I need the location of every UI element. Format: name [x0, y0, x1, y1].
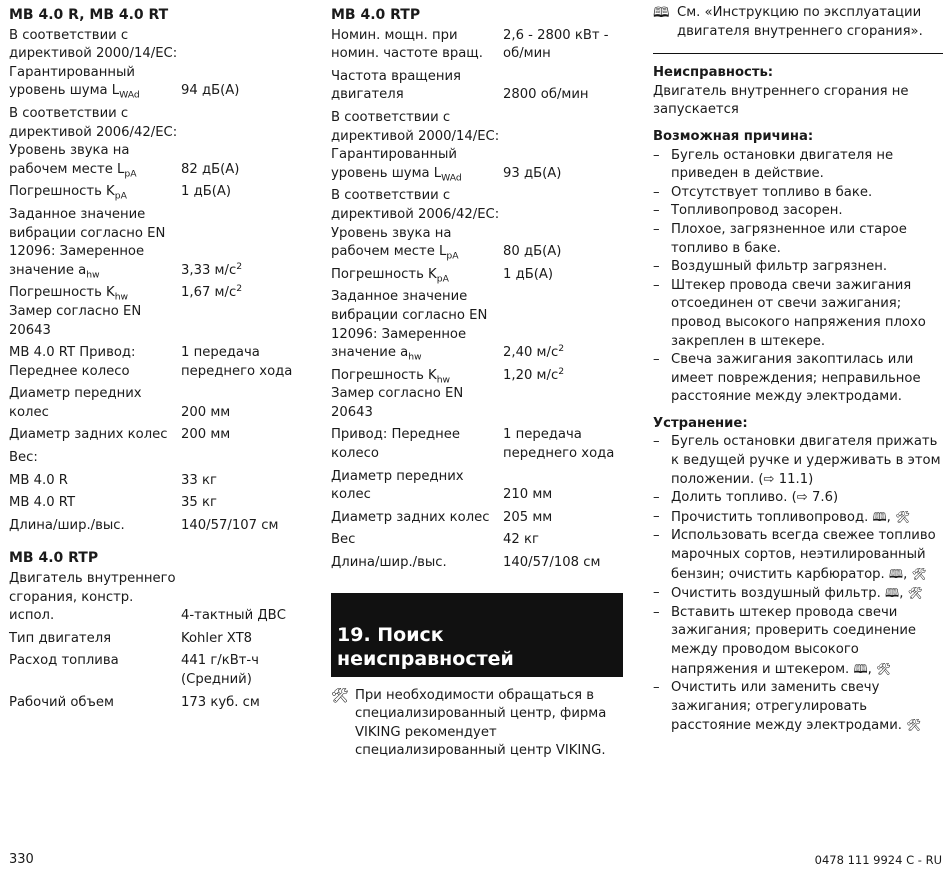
spec-value: 2,6 - 2800 кВт - об/мин [503, 27, 609, 62]
fix-list [653, 433, 943, 736]
list-item: – Прочистить топливопровод. 🕮, 🛠 [653, 508, 911, 525]
spec-row [9, 385, 305, 422]
spec-label: Погрешность K [9, 184, 115, 200]
spec-label: Заданное значение вибрации согласно EN 12096: [9, 206, 166, 260]
spec-label: Номин. мощн. при номин. частоте вращ. [331, 27, 483, 62]
spec-value: 140/57/108 см [503, 555, 601, 571]
spec-value: 173 куб. см [181, 694, 260, 710]
spec-value: 2,40 $м/с^2$ [503, 343, 565, 361]
spec-value: 2800 об/мин [503, 87, 589, 103]
spec-label: Замеренное значение a [331, 326, 467, 361]
spec-label: Двигатель внутреннего сгорания, констр. испол. [9, 571, 176, 624]
spec-label: Диаметр передних колес [331, 468, 464, 503]
spec-row [9, 472, 305, 491]
spec-label: Уровень звука на рабочем месте L [331, 225, 452, 260]
book-icon: 🕮 [888, 566, 904, 581]
list-item: – Свеча зажигания закоптилась или имеет повреждения; неправильное расстояние между электродами. [653, 352, 921, 405]
spec-row: Погрешность $K_{hw}$ 1,67 $м/с^2$ [9, 284, 305, 303]
fix-heading: Устранение: [653, 415, 748, 431]
manual-reference [653, 4, 943, 41]
spec-value: 35 кг [181, 495, 217, 511]
spec-row [9, 344, 305, 381]
list-item: – Очистить или заменить свечу зажигания; отрегулировать расстояние между электродами. 🛠 [653, 680, 922, 734]
spec-label: В соответствии с директивой 2000/14/EC: [9, 27, 178, 62]
fault-text: Двигатель внутреннего сгорания не запускается [653, 83, 909, 118]
spec-row [9, 694, 305, 713]
section-title: MB 4.0 RTP [331, 7, 421, 23]
spec-row [9, 517, 305, 536]
spec-value: 3,33 $м/с^2$ [181, 260, 243, 278]
spec-value: 33 кг [181, 472, 217, 488]
spec-label: Тип двигателя [9, 630, 112, 646]
tools-icon: 🛠 [331, 687, 349, 704]
spec-value: Kohler XT8 [181, 630, 253, 646]
list-item: – Штекер провода свечи зажигания отсоединен от свечи зажигания; провод высокого напряжения плохо закреплен в штекере. [653, 277, 926, 349]
tools-icon: 🛠 [911, 566, 927, 581]
list-item: – Долить топливо. (⇨ 7.6) [653, 490, 839, 506]
list-item: – Топливопровод засорен. [653, 203, 843, 219]
spec-label: Замер согласно EN 20643 [9, 303, 142, 338]
spec-row: В соответствии с директивой 2000/14/EC: Гарантированный уровень шума $L_{WAd}$ 94 дБ(А) [9, 27, 305, 101]
spec-value: 82 дБ(А) [181, 161, 240, 177]
spec-row [9, 303, 305, 340]
spec-value: 80 дБ(А) [503, 244, 562, 260]
column-left [9, 4, 305, 716]
book-icon: 🕮 [653, 5, 670, 21]
spec-label: Расход топлива [9, 653, 119, 669]
spec-label: Погрешность K [331, 266, 437, 282]
spec-value: 205 мм [503, 509, 553, 525]
spec-label: Диаметр задних колес [331, 509, 490, 525]
cause-heading: Возможная причина: [653, 128, 814, 144]
column-middle [331, 4, 623, 761]
spec-label: Диаметр передних колес [9, 386, 142, 420]
spec-label: Частота вращения двигателя [331, 68, 461, 103]
spec-row: В соответствии с директивой 2006/42/EC: Уровень звука на рабочем месте $L_{pA}$ 80 дБ(А) [331, 187, 623, 261]
spec-row: Заданное значение вибрации согласно EN 12096: Замеренное значение $a_{hw}$ 2,40 $м/с^2$ [331, 288, 623, 362]
spec-label: Замер согласно EN 20643 [331, 386, 464, 420]
spec-row: Заданное значение вибрации согласно EN 12096: Замеренное значение $a_{hw}$ 3,33 $м/с^2$ [9, 206, 305, 280]
spec-row [9, 652, 305, 689]
spec-label: Вес [331, 532, 356, 548]
spec-label: Диаметр задних колес [9, 427, 168, 443]
spec-row [9, 494, 305, 513]
spec-label: MB 4.0 RT Привод: Переднее колесо [9, 345, 136, 379]
spec-value: 1 передача переднего хода [503, 427, 615, 462]
spec-label: Вес: [9, 450, 38, 466]
divider [653, 53, 943, 54]
cause-list [653, 147, 943, 407]
list-item: – Использовать всегда свежее топливо марочных сортов, неэтилированный бензин; очистить карбюратор. 🕮, 🛠 [653, 528, 936, 582]
book-icon: 🕮 [872, 509, 887, 524]
list-item: – Отсутствует топливо в баке. [653, 184, 873, 200]
spec-row [9, 426, 305, 445]
spec-label: MB 4.0 R [9, 472, 68, 488]
list-item: – Бугель остановки двигателя прижать к ведущей ручке и удерживать в этом положении. (⇨ 11.1) [653, 434, 941, 487]
note-text: При необходимости обращаться в специализированный центр, фирма VIKING рекомендует специализированный центр VIKING. [355, 687, 607, 759]
fault-heading: Неисправность: [653, 65, 774, 81]
spec-label: В соответствии с директивой 2000/14/EC: [331, 109, 500, 144]
spec-value: 441 г/кВт-ч (Средний) [181, 653, 259, 687]
spec-label: Длина/шир./выс. [331, 555, 447, 571]
list-item: – Бугель остановки двигателя не приведен в действие. [653, 147, 894, 182]
column-right [653, 4, 943, 736]
document-code: 0478 111 9924 C - RU [814, 853, 942, 868]
spec-label: Рабочий объем [9, 694, 114, 710]
book-icon: 🕮 [853, 661, 868, 676]
service-note [331, 687, 623, 761]
spec-label: Погрешность K [331, 367, 437, 383]
spec-label: MB 4.0 RT [9, 495, 76, 511]
spec-value: 42 кг [503, 532, 539, 548]
spec-row [331, 426, 623, 463]
spec-row [331, 468, 623, 505]
spec-value: 210 мм [503, 487, 553, 503]
page-number: 330 [9, 852, 34, 868]
spec-value: 94 дБ(А) [181, 83, 240, 99]
spec-label: Гарантированный уровень шума L [331, 147, 457, 181]
list-item: – Плохое, загрязненное или старое топливо в баке. [653, 221, 907, 256]
spec-row: Погрешность $K_{pA}$ 1 дБ(А) [331, 266, 623, 285]
tools-icon: 🛠 [876, 661, 892, 676]
spec-row [331, 68, 623, 105]
spec-label: Заданное значение вибрации согласно EN 12096: [331, 289, 488, 342]
tools-icon: 🛠 [907, 586, 923, 601]
list-item: – Очистить воздушный фильтр. 🕮, 🛠 [653, 585, 923, 602]
spec-value: 93 дБ(А) [503, 165, 562, 181]
tools-icon: 🛠 [895, 509, 911, 524]
spec-row [331, 531, 623, 550]
spec-row: В соответствии с директивой 2000/14/EC: Гарантированный уровень шума $L_{WAd}$ 93 дБ(А) [331, 109, 623, 183]
spec-value: 1 дБ(А) [181, 184, 232, 200]
spec-row [9, 630, 305, 649]
spec-row: В соответствии с директивой 2006/42/EC: Уровень звука на рабочем месте $L_{pA}$ 82 дБ(А) [9, 105, 305, 179]
list-item: – Воздушный фильтр загрязнен. [653, 259, 888, 275]
spec-row [9, 449, 305, 468]
spec-label: Уровень звука на рабочем месте L [9, 143, 130, 177]
spec-label: Длина/шир./выс. [9, 517, 125, 533]
spec-value: 140/57/107 см [181, 517, 279, 533]
spec-value: 1,20 $м/с^2$ [503, 365, 565, 383]
spec-row: Погрешность $K_{hw}$ 1,20 $м/с^2$ [331, 367, 623, 386]
spec-row [331, 554, 623, 573]
spec-value: 4-тактный ДВС [181, 608, 286, 624]
list-item: – Вставить штекер провода свечи зажигания; проверить соединение между проводом высокого напряжения и штекером. 🕮, 🛠 [653, 604, 917, 677]
spec-label: Привод: Переднее колесо [331, 427, 460, 462]
spec-label: Гарантированный уровень шума L [9, 64, 135, 99]
book-icon: 🕮 [885, 586, 900, 601]
spec-row [9, 570, 305, 626]
section-title: MB 4.0 R, MB 4.0 RT [9, 7, 169, 23]
spec-label: Погрешность K [9, 285, 115, 301]
spec-row [331, 509, 623, 528]
spec-value: 200 мм [181, 404, 231, 420]
section-title: MB 4.0 RTP [9, 550, 99, 567]
spec-value: 1,67 $м/с^2$ [181, 283, 243, 301]
spec-value: 1 дБ(А) [503, 266, 554, 282]
spec-row: Погрешность $K_{pA}$ 1 дБ(А) [9, 183, 305, 202]
spec-row [331, 385, 623, 422]
tools-icon: 🛠 [906, 718, 922, 733]
chapter-heading: 19. Поиск неисправностей [331, 593, 623, 677]
spec-label: Замеренное значение a [9, 244, 145, 278]
spec-value: 1 передача переднего хода [181, 345, 293, 379]
spec-value: 200 мм [181, 427, 231, 443]
spec-label: В соответствии с директивой 2006/42/EC: [9, 105, 178, 140]
spec-row [331, 27, 623, 64]
reference-text: См. «Инструкцию по эксплуатации двигателя внутреннего сгорания». [677, 5, 923, 39]
spec-label: В соответствии с директивой 2006/42/EC: [331, 188, 500, 222]
